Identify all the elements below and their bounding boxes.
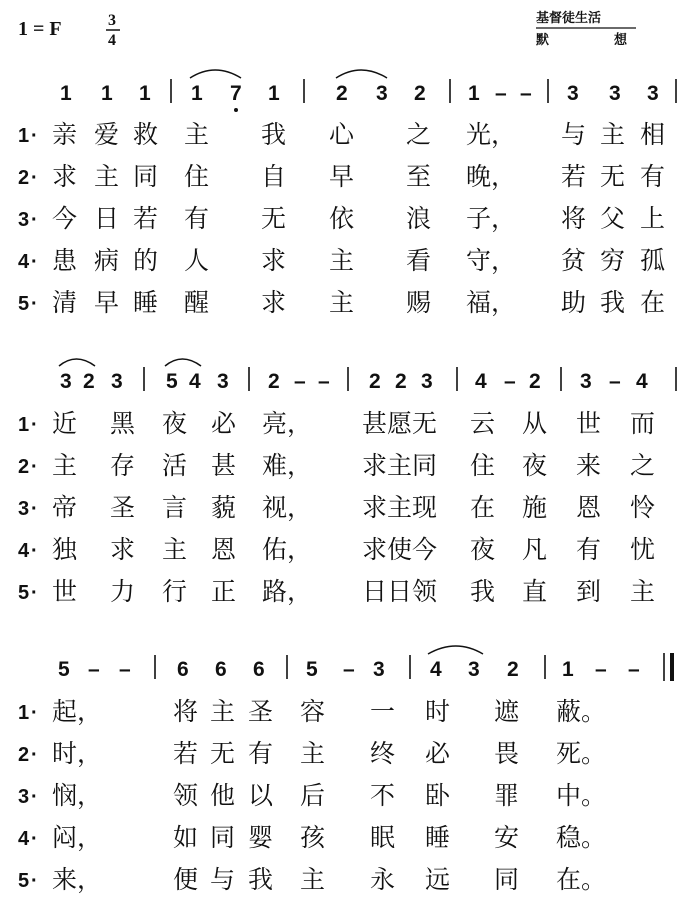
lyric: 福， xyxy=(466,288,517,317)
lyric: 在 xyxy=(470,493,496,522)
verse-dot: · xyxy=(31,870,38,892)
note: 3 xyxy=(376,82,388,105)
dash: – xyxy=(628,658,640,681)
verse-dot: · xyxy=(31,786,38,808)
lyric: 甚 xyxy=(211,451,237,480)
lyric: 来， xyxy=(52,865,103,894)
time-signature-bottom: 4 xyxy=(108,32,116,49)
note: 3 xyxy=(217,370,229,393)
note: 6 xyxy=(253,658,265,681)
lyric: 到 xyxy=(576,577,602,606)
system-2-verse-1 xyxy=(18,409,655,438)
lyric: 主 xyxy=(329,288,355,317)
note: 3 xyxy=(468,658,480,681)
verse-number: 5 xyxy=(18,582,30,604)
verse-number: 2 xyxy=(18,744,30,766)
system-2-verse-3 xyxy=(18,493,655,522)
lyric: 云 xyxy=(470,409,496,438)
note: 1 xyxy=(468,82,480,105)
lyric: 看 xyxy=(406,246,432,275)
lyric: 相 xyxy=(640,120,666,149)
lyric: 我 xyxy=(470,577,496,606)
lyric: 有 xyxy=(184,204,210,233)
lyric: 上 xyxy=(640,204,666,233)
lyric: 主 xyxy=(600,120,626,149)
lyric: 夜 xyxy=(162,409,188,438)
lyric: 求 xyxy=(261,246,287,275)
system-2-verse-4 xyxy=(18,535,655,564)
lyric: 我 xyxy=(600,288,626,317)
lyric: 直 xyxy=(522,577,548,606)
lyric: 一 xyxy=(370,697,396,726)
lyric: 凡 xyxy=(522,535,548,564)
key-signature: 1 = F xyxy=(18,18,62,40)
verse-number: 1 xyxy=(18,414,30,436)
dash: – xyxy=(88,658,100,681)
lyric: 视， xyxy=(262,493,313,522)
note: 3 xyxy=(421,370,433,393)
lyric: 卧 xyxy=(425,781,451,810)
lyric: 夜 xyxy=(470,535,496,564)
lyric: 在。 xyxy=(556,865,607,894)
note: 1 xyxy=(101,82,113,105)
lyric: 赐 xyxy=(406,288,432,317)
lyric: 亲 xyxy=(52,120,78,149)
verse-dot: · xyxy=(31,209,38,231)
lyric: 患 xyxy=(52,246,78,275)
lyric: 起， xyxy=(52,697,103,726)
verse-dot: · xyxy=(31,828,38,850)
lyric: 我 xyxy=(248,865,274,894)
lyric: 蔽。 xyxy=(556,697,607,726)
lyric: 病 xyxy=(94,246,120,275)
lyric: 之 xyxy=(406,120,432,149)
note: 2 xyxy=(336,82,348,105)
lyric: 如 xyxy=(173,823,199,852)
note: 1 xyxy=(191,82,203,105)
verse-dot: · xyxy=(31,582,38,604)
lyric: 住 xyxy=(184,162,210,191)
lyric: 无 xyxy=(210,739,236,768)
lyric: 罪 xyxy=(494,781,520,810)
note: 1 xyxy=(60,82,72,105)
lyric: 圣 xyxy=(248,697,274,726)
lyric: 主 xyxy=(162,535,188,564)
system-1-verse-2 xyxy=(18,162,665,191)
lyric: 从 xyxy=(522,409,548,438)
lyric: 眠 xyxy=(370,823,396,852)
system-1-verse-4 xyxy=(18,246,665,275)
verse-dot: · xyxy=(31,293,38,315)
lyric: 晚， xyxy=(466,162,517,191)
lyric: 同 xyxy=(133,162,159,191)
system-1-verse-5 xyxy=(18,288,665,317)
verse-dot: · xyxy=(31,456,38,478)
lyric: 远 xyxy=(425,865,451,894)
note: 2 xyxy=(414,82,426,105)
lyric: 夜 xyxy=(522,451,548,480)
note: 5 xyxy=(58,658,70,681)
note: 2 xyxy=(268,370,280,393)
verse-number: 1 xyxy=(18,125,30,147)
lyric: 忧 xyxy=(630,535,656,564)
verse-dot: · xyxy=(31,167,38,189)
lyric: 若 xyxy=(173,739,199,768)
lyric: 稳。 xyxy=(556,823,607,852)
dash: – xyxy=(595,658,607,681)
lyric: 帝 xyxy=(52,493,78,522)
lyric: 求 xyxy=(110,535,136,564)
note: 2 xyxy=(529,370,541,393)
lyric: 主 xyxy=(210,697,236,726)
lyric: 他 xyxy=(210,781,236,810)
lyric: 必 xyxy=(211,409,237,438)
verse-number: 4 xyxy=(18,251,30,273)
lyric: 同 xyxy=(494,865,520,894)
system-2-verse-5 xyxy=(18,577,655,606)
lyric: 浪 xyxy=(406,204,432,233)
lyric: 亮， xyxy=(262,409,313,438)
note: 1 xyxy=(268,82,280,105)
note: 3 xyxy=(647,82,659,105)
lyric: 黑 xyxy=(110,409,136,438)
lyric: 之 xyxy=(630,451,656,480)
lyric: 主 xyxy=(184,120,210,149)
lyric: 佑， xyxy=(262,535,313,564)
lyric: 在 xyxy=(640,288,666,317)
system-3-verse-1 xyxy=(18,697,606,726)
lyric: 有 xyxy=(640,162,666,191)
lyric: 正 xyxy=(211,577,237,606)
lyric: 近 xyxy=(52,409,78,438)
lyric: 永 xyxy=(370,865,396,894)
system-3-verse-5 xyxy=(18,865,606,894)
verse-dot: · xyxy=(31,498,38,520)
lyric: 有 xyxy=(576,535,602,564)
slur xyxy=(336,70,387,78)
verse-number: 2 xyxy=(18,167,30,189)
note: 4 xyxy=(430,658,442,681)
note: 3 xyxy=(373,658,385,681)
time-signature-top: 3 xyxy=(108,12,116,29)
lyric: 主 xyxy=(94,162,120,191)
verse-number: 3 xyxy=(18,498,30,520)
note: 5 xyxy=(166,370,178,393)
dash: – xyxy=(343,658,355,681)
dash: – xyxy=(609,370,621,393)
lyric: 睡 xyxy=(425,823,451,852)
lyric: 求使今 xyxy=(362,535,438,564)
system-3-verse-3 xyxy=(18,781,606,810)
lyric: 主 xyxy=(630,577,656,606)
note: 3 xyxy=(60,370,72,393)
lyric: 无 xyxy=(261,204,287,233)
lyric: 遮 xyxy=(494,697,520,726)
note: 3 xyxy=(567,82,579,105)
note: 2 xyxy=(507,658,519,681)
lyric: 中。 xyxy=(556,781,607,810)
lyric: 穷 xyxy=(600,246,626,275)
note: 4 xyxy=(189,370,201,393)
lyric: 世 xyxy=(576,409,602,438)
lyric: 日日领 xyxy=(362,577,438,606)
credit-word-2: 想 xyxy=(614,33,628,48)
system-2-notes xyxy=(59,359,676,393)
note: 1 xyxy=(139,82,151,105)
system-3-verse-2 xyxy=(18,739,606,768)
lyric: 将 xyxy=(173,697,199,726)
verse-number: 5 xyxy=(18,870,30,892)
lyric: 必 xyxy=(425,739,451,768)
lyric: 住 xyxy=(470,451,496,480)
lyric: 将 xyxy=(561,204,587,233)
lyric: 无 xyxy=(600,162,626,191)
lyric: 子， xyxy=(466,204,517,233)
lyric: 路， xyxy=(262,577,313,606)
lyric: 醒 xyxy=(184,288,210,317)
lyric: 早 xyxy=(94,288,120,317)
lyric: 畏 xyxy=(494,739,520,768)
lyric: 时， xyxy=(52,739,103,768)
lyric: 救 xyxy=(133,120,159,149)
lyric: 自 xyxy=(261,162,287,191)
lyric: 主 xyxy=(329,246,355,275)
lyric: 早 xyxy=(329,162,355,191)
lyric: 孤 xyxy=(640,246,666,275)
lyric: 甚愿无 xyxy=(362,409,438,438)
dash: – xyxy=(504,370,516,393)
note: 4 xyxy=(636,370,648,393)
verse-dot: · xyxy=(31,540,38,562)
credit-source: 基督徒生活 xyxy=(536,11,602,26)
verse-number: 4 xyxy=(18,540,30,562)
note: 3 xyxy=(609,82,621,105)
lyric: 怜 xyxy=(630,493,656,522)
verse-dot: · xyxy=(31,251,38,273)
system-1-notes xyxy=(60,70,676,112)
note: 1 xyxy=(562,658,574,681)
lyric: 闷， xyxy=(52,823,103,852)
lyric: 主 xyxy=(52,451,78,480)
lyric: 有 xyxy=(248,739,274,768)
system-1-verse-3 xyxy=(18,204,665,233)
slur xyxy=(165,359,201,366)
lyric: 我 xyxy=(261,120,287,149)
lyric: 藐 xyxy=(211,493,237,522)
lyric: 守， xyxy=(466,246,517,275)
slur xyxy=(59,359,95,366)
lyric: 言 xyxy=(162,493,188,522)
lyric: 至 xyxy=(406,162,432,191)
note: 7 xyxy=(230,82,242,105)
dash: – xyxy=(318,370,330,393)
lyric: 主 xyxy=(300,865,326,894)
slur xyxy=(428,646,483,654)
verse-number: 1 xyxy=(18,702,30,724)
dash: – xyxy=(119,658,131,681)
verse-number: 3 xyxy=(18,786,30,808)
verse-dot: · xyxy=(31,125,38,147)
note: 6 xyxy=(177,658,189,681)
lyric: 心 xyxy=(329,120,355,149)
lyric: 求 xyxy=(52,162,78,191)
lyric: 施 xyxy=(522,493,548,522)
verse-number: 3 xyxy=(18,209,30,231)
lyric: 父 xyxy=(600,204,626,233)
lyric: 存 xyxy=(110,451,136,480)
lyric: 与 xyxy=(561,120,587,149)
lyric: 主 xyxy=(300,739,326,768)
note: 3 xyxy=(580,370,592,393)
lyric: 睡 xyxy=(133,288,159,317)
lyric: 依 xyxy=(329,204,355,233)
system-2-verse-2 xyxy=(18,451,655,480)
note: 3 xyxy=(111,370,123,393)
lyric: 后 xyxy=(300,781,326,810)
lyric: 若 xyxy=(133,204,159,233)
lyric: 独 xyxy=(52,535,78,564)
dash: – xyxy=(294,370,306,393)
note: 5 xyxy=(306,658,318,681)
verse-number: 2 xyxy=(18,456,30,478)
lyric: 活 xyxy=(162,451,188,480)
lyric: 圣 xyxy=(110,493,136,522)
system-1-verse-1 xyxy=(18,120,665,149)
lyric: 死。 xyxy=(556,739,607,768)
lyric: 助 xyxy=(561,288,587,317)
lyric: 孩 xyxy=(300,823,326,852)
low-octave-dot xyxy=(234,108,238,112)
lyric: 来 xyxy=(576,451,602,480)
dash: – xyxy=(520,82,532,105)
lyric: 光， xyxy=(466,120,517,149)
lyric: 终 xyxy=(370,739,396,768)
lyric: 同 xyxy=(210,823,236,852)
lyric: 容 xyxy=(300,697,326,726)
verse-dot: · xyxy=(31,744,38,766)
credit-word-1: 默 xyxy=(536,33,550,48)
lyric: 悯， xyxy=(52,781,103,810)
lyric: 的 xyxy=(133,246,159,275)
note: 2 xyxy=(83,370,95,393)
lyric: 力 xyxy=(110,577,136,606)
lyric: 便 xyxy=(173,865,199,894)
verse-number: 4 xyxy=(18,828,30,850)
lyric: 领 xyxy=(173,781,199,810)
note: 6 xyxy=(215,658,227,681)
lyric: 婴 xyxy=(248,823,274,852)
lyric: 求主同 xyxy=(362,451,438,480)
lyric: 而 xyxy=(630,409,656,438)
lyric: 人 xyxy=(184,246,210,275)
lyric: 求主现 xyxy=(362,493,438,522)
system-3-verse-4 xyxy=(18,823,606,852)
lyric: 难， xyxy=(262,451,313,480)
lyric: 时 xyxy=(425,697,451,726)
verse-dot: · xyxy=(31,414,38,436)
note: 2 xyxy=(369,370,381,393)
lyric: 与 xyxy=(210,865,236,894)
lyric: 恩 xyxy=(211,535,237,564)
lyric: 若 xyxy=(561,162,587,191)
lyric: 安 xyxy=(494,823,520,852)
lyric: 日 xyxy=(94,204,120,233)
lyric: 世 xyxy=(52,577,78,606)
slur xyxy=(190,70,241,78)
lyric: 行 xyxy=(162,577,188,606)
verse-dot: · xyxy=(31,702,38,724)
dash: – xyxy=(495,82,507,105)
lyric: 恩 xyxy=(576,493,602,522)
lyric: 以 xyxy=(248,781,274,810)
verse-number: 5 xyxy=(18,293,30,315)
lyric: 爱 xyxy=(94,120,120,149)
lyric: 今 xyxy=(52,204,78,233)
lyric: 贫 xyxy=(561,246,587,275)
note: 4 xyxy=(475,370,487,393)
system-3-notes xyxy=(58,646,672,681)
note: 2 xyxy=(395,370,407,393)
lyric: 清 xyxy=(52,288,78,317)
lyric: 求 xyxy=(261,288,287,317)
lyric: 不 xyxy=(370,781,396,810)
